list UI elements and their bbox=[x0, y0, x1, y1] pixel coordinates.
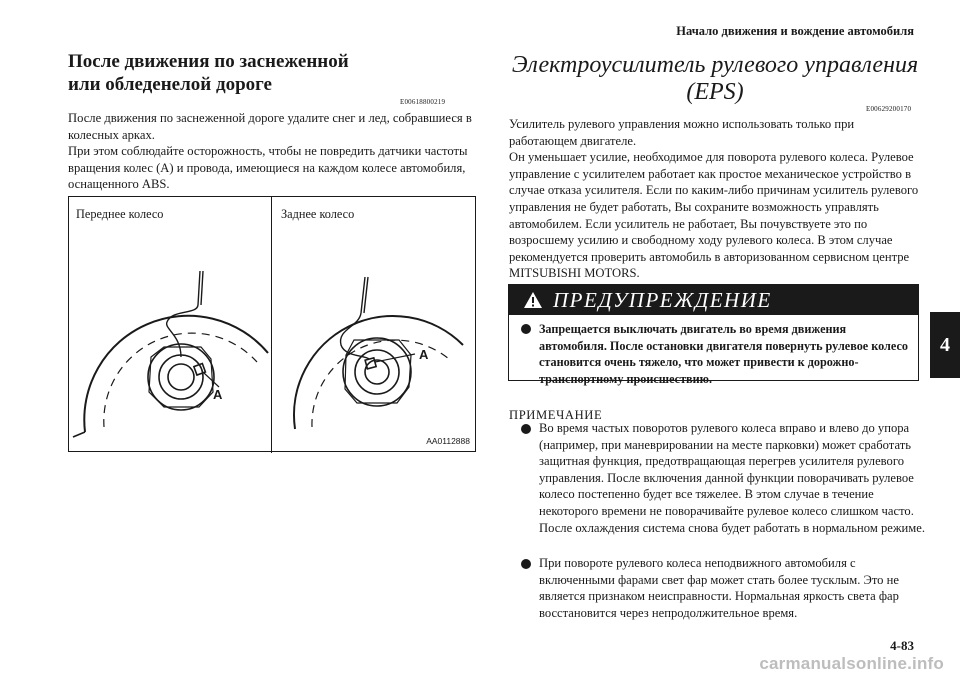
section-body-snow: После движения по заснеженной дороге удалите снег и лед, собравшиеся в колесных арках. При этом соблюдайте осторожность, чтобы не повредить датчики частоты вращения колес (A) и провода, имеющиеся на каждом колесе автомобиля, оснащенного ABS. bbox=[68, 111, 472, 192]
page-number: 4-83 bbox=[890, 638, 914, 653]
callout-a-rear: A bbox=[419, 347, 429, 362]
section-title-eps: Электроусилитель рулевого управления (EPS) bbox=[511, 52, 919, 105]
section-code: E00629200170 bbox=[866, 105, 912, 113]
wheel-illustration bbox=[69, 197, 475, 451]
warning-text: Запрещается выключать двигатель во время движения автомобиля. После остановки двигателя повернуть рулевое колесо становится очень тяжело, что может привести к дорожно-транспортному происшествию. bbox=[539, 322, 908, 386]
warning-title: ПРЕДУПРЕЖДЕНИЕ bbox=[553, 287, 772, 312]
bullet-icon bbox=[521, 324, 531, 334]
front-wheel-label: Переднее колесо bbox=[76, 207, 164, 221]
watermark: carmanualsonline.info bbox=[759, 654, 944, 673]
warning-header bbox=[509, 285, 918, 315]
running-header: Начало движения и вождение автомобиля bbox=[676, 24, 914, 38]
bullet-icon bbox=[521, 559, 531, 569]
section-body-eps: Усилитель рулевого управления можно использовать только при работающем двигателе. Он уменьшает усилие, необходимое для поворота рулевого колеса. Рулевое управление с усилителем работает как простое механическое устройство в случае отказа усилителя. Если по каким-либо причинам усилитель рулевого управления не будет работать, Вы сохраните возможность управлять автомобилем. Если усилитель не работает, Вы почувствуете это по возросшему усилию и свободному ходу рулевого колеса. В этом случае рекомендуется проверить автомобиль в авторизованном сервисном центре MITSUBISHI MOTORS. bbox=[509, 117, 919, 281]
figure-id: AA0112888 bbox=[426, 436, 470, 446]
warning-triangle-icon bbox=[523, 291, 543, 309]
callout-a-front: A bbox=[213, 387, 223, 402]
note-item: При повороте рулевого колеса неподвижного автомобиля с включенными фарами свет фар может стать более тусклым. Это не является признаком неисправности. Нормальная яркость света фар восстановится через непродолжительное время. bbox=[539, 556, 899, 620]
note-heading: ПРИМЕЧАНИЕ bbox=[509, 408, 603, 422]
note-item: Во время частых поворотов рулевого колеса вправо и влево до упора (например, при маневрировании на месте парковки) может сработать защитная функция, предотвращающая перегрев усилителя рулевого управления. После включения данной функции поворачивать рулевое колесо постепенно будет все тяжелее. В этом случае в течение некоторого времени не поворачивайте рулевое колесо слишком часто. После охлаждения система снова будет работать в нормальном режиме. bbox=[539, 421, 925, 535]
wheel-sensor-figure bbox=[68, 196, 476, 452]
chapter-tab: 4 bbox=[930, 312, 960, 378]
section-title-snow: После движения по заснеженной или обледенелой дороге bbox=[68, 51, 349, 95]
warning-box bbox=[508, 284, 919, 386]
rear-wheel-label: Заднее колесо bbox=[281, 207, 355, 221]
section-code: E00618800219 bbox=[400, 98, 446, 106]
bullet-icon bbox=[521, 424, 531, 434]
